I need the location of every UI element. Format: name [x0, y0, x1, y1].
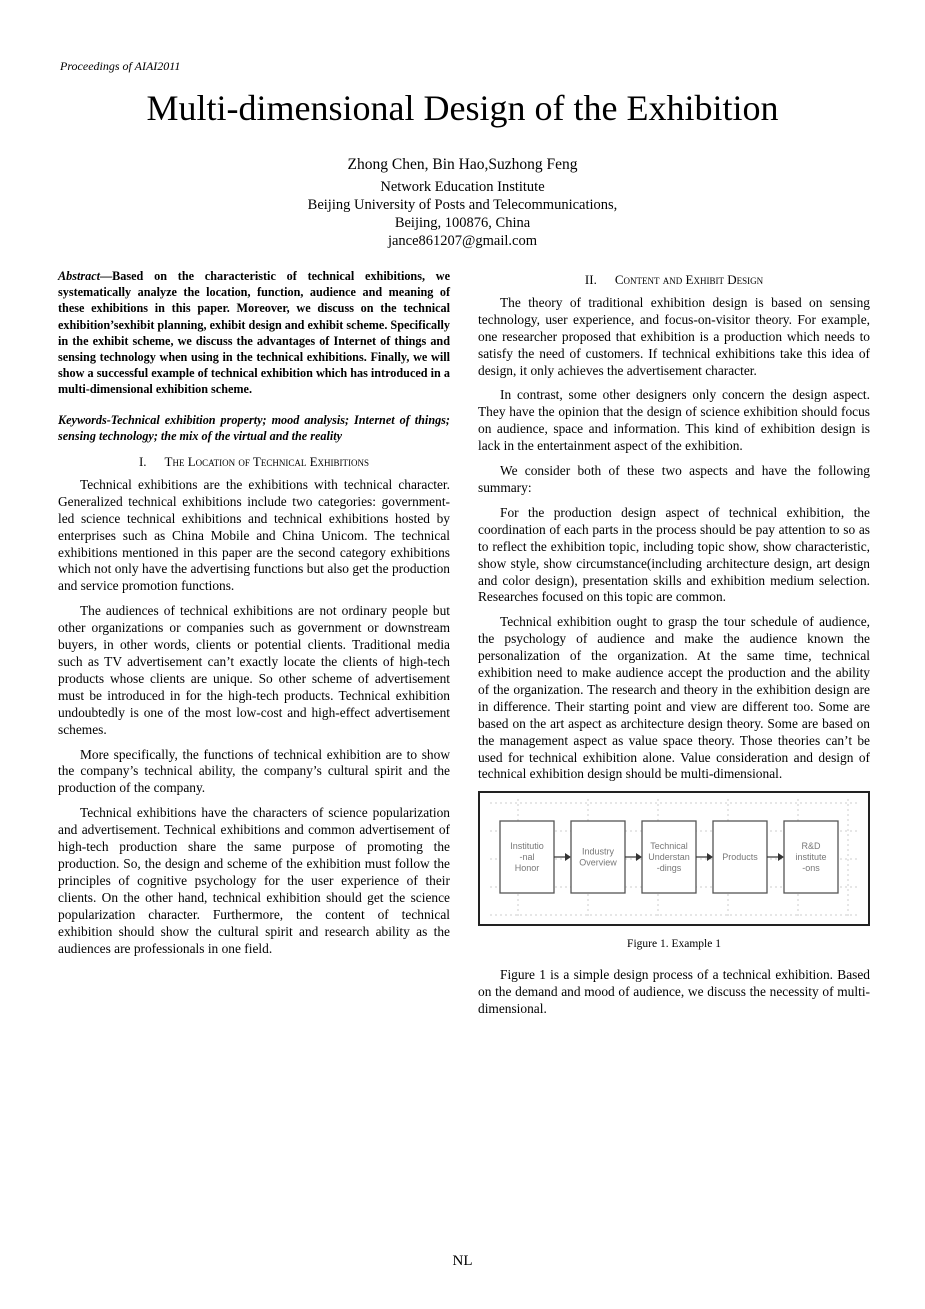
section-1-paragraph: More specifically, the functions of technical exhibition are to show the company’s technical ability, the company’s cultural spirit and the production of the company.	[58, 746, 450, 796]
figure-1	[478, 791, 870, 953]
section-2-paragraph: Technical exhibition ought to grasp the tour schedule of audience, the psychology of audience and make the audience known the personalization of the organization. At the same time, technical exhibition need to make audience accept the production and the ability of the organization. The research and theory in the exhibition design are in difference. Their starting point and view are different too. Some are based on the art aspect as architecture design theory. Some are based on the management aspect as value space theory. Those theories can’t be used for technical exhibition alone. Value consideration and design of technical exhibition design should be multi-dimensional.	[478, 614, 870, 782]
affiliation-city: Beijing, 100876, China	[394, 215, 531, 231]
flow-box-label: -nal	[519, 852, 535, 863]
left-column	[58, 268, 450, 965]
section-1-paragraph: The audiences of technical exhibitions are not ordinary people but other organizations or companies such as government or downstream buyers, in other words, clients or potential clients. Traditional media such as TV advertisement can’t exactly locate the clients of high-tech products whose clients are unique. So other scheme of advertisement must be introduced in for the high-tech products. Technical exhibition undoubtedly is one of the most low-cost and high-effect advertisement schemes.	[58, 603, 450, 737]
flow-box-label: R&D	[801, 841, 821, 852]
section-1-paragraph: Technical exhibitions are the exhibitions with technical character. Generalized technical exhibitions include two categories: government-led science technical exhibitions and technical exhibitions hosted by enterprises such as China Mobile and China Unicom. The technical exhibitions mentioned in this paper are the second category exhibitions which not only have the advertising functions but also get the production and service promotion functions.	[58, 476, 450, 594]
flow-box-label: -ons	[802, 863, 820, 874]
flow-box-label: -dings	[656, 863, 682, 874]
abstract-label: Abstract	[58, 269, 100, 283]
section-2-paragraph: The theory of traditional exhibition design is based on sensing technology, user experience, and focus-on-visitor theory. For example, one researcher proposed that exhibition is a production which needs to satisfy the need of customers. If technical exhibitions take this idea of design, it only achieves the advertisement character.	[478, 294, 870, 378]
paper-authors: Zhong Chen, Bin Hao,Suzhong Feng	[347, 156, 578, 173]
affiliation-block	[0, 178, 925, 250]
flow-box-label: Technical	[650, 841, 688, 852]
section-2-number: II.	[584, 272, 597, 287]
keywords: Keywords-Technical exhibition property; mood analysis; Internet of things; sensing technology; the mix of the virtual and the reality	[58, 412, 450, 443]
flow-box-label: Products	[722, 852, 758, 863]
abstract	[58, 268, 450, 398]
section-2-paragraph: For the production design aspect of technical exhibition, the coordination of each parts in the process should be pay attention to so as to reflect the exhibition topic, including topic show, show characteristic, show style, show circumstance(including architecture design, art design and color design), presentation skills and exhibition medium selection. Researches focused on this topic are common.	[478, 504, 870, 605]
abstract-text: —Based on the characteristic of technical exhibitions, we systematically analyze the location, function, audience and meaning of these exhibitions in this paper. Moreover, we discuss on the technical exhibition’sexhibit planning, exhibit design and exhibit scheme. Specifically in the exhibit scheme, we discuss the advantages of Internet of things and sensing technology when using in the technical exhibitions. Finally, we will show a successful example of technical exhibition which has introduced in a multi-dimensional exhibition scheme.	[58, 269, 450, 397]
flow-box-label: Overview	[579, 857, 617, 868]
section-2-heading	[478, 272, 870, 289]
section-2-paragraph: In contrast, some other designers only concern the design aspect. They have the opinion that the design of science exhibition should focus on audience, space and information. This kind of exhibition design is lack in the entertainment aspect of the exhibition.	[478, 387, 870, 454]
flow-box-label: Institutio	[510, 841, 544, 852]
section-2-paragraph: We consider both of these two aspects and have the following summary:	[478, 463, 870, 495]
section-1-number: I.	[138, 454, 147, 470]
affiliation-institute: Network Education Institute	[380, 179, 545, 195]
section-2-title: Content and Exhibit Design	[614, 272, 764, 287]
proceedings-header: Proceedings of AIAI2011	[60, 59, 181, 73]
flow-box-label: institute	[795, 852, 827, 863]
flow-box-label: Understan	[648, 852, 690, 863]
figure-boxes	[500, 821, 838, 893]
right-column	[478, 268, 870, 1026]
section-1-title: The Location of Technical Exhibitions	[164, 454, 370, 470]
section-1-paragraph: Technical exhibitions have the characters of science popularization and advertisement. Technical exhibitions and common advertisement of high-tech production share the same purpose of promoting the production. So, the design and scheme of the exhibition must follow the principles of cognitive psychology for the user experience of their clients. On the other hand, technical exhibition should get the science popularization character. Furthermore, the content of technical exhibition should show the cultural spirit and research ability as the audiences are professionals in one field.	[58, 805, 450, 956]
flow-box-label: Honor	[514, 863, 540, 874]
flow-box-label: Industry	[581, 846, 615, 857]
figure-1-caption: Figure 1. Example 1	[627, 938, 721, 951]
figure-1-diagram	[478, 791, 870, 927]
paper-title: Multi-dimensional Design of the Exhibition	[146, 88, 779, 128]
section-2-paragraph: Figure 1 is a simple design process of a technical exhibition. Based on the demand and mood of audience, we discuss the necessity of multi-dimensional.	[478, 967, 870, 1016]
page-number: NL	[452, 1253, 473, 1269]
affiliation-university: Beijing University of Posts and Telecommunications,	[307, 197, 618, 213]
section-1-heading	[58, 454, 450, 471]
affiliation-email[interactable]: jance861207@gmail.com	[387, 233, 538, 249]
